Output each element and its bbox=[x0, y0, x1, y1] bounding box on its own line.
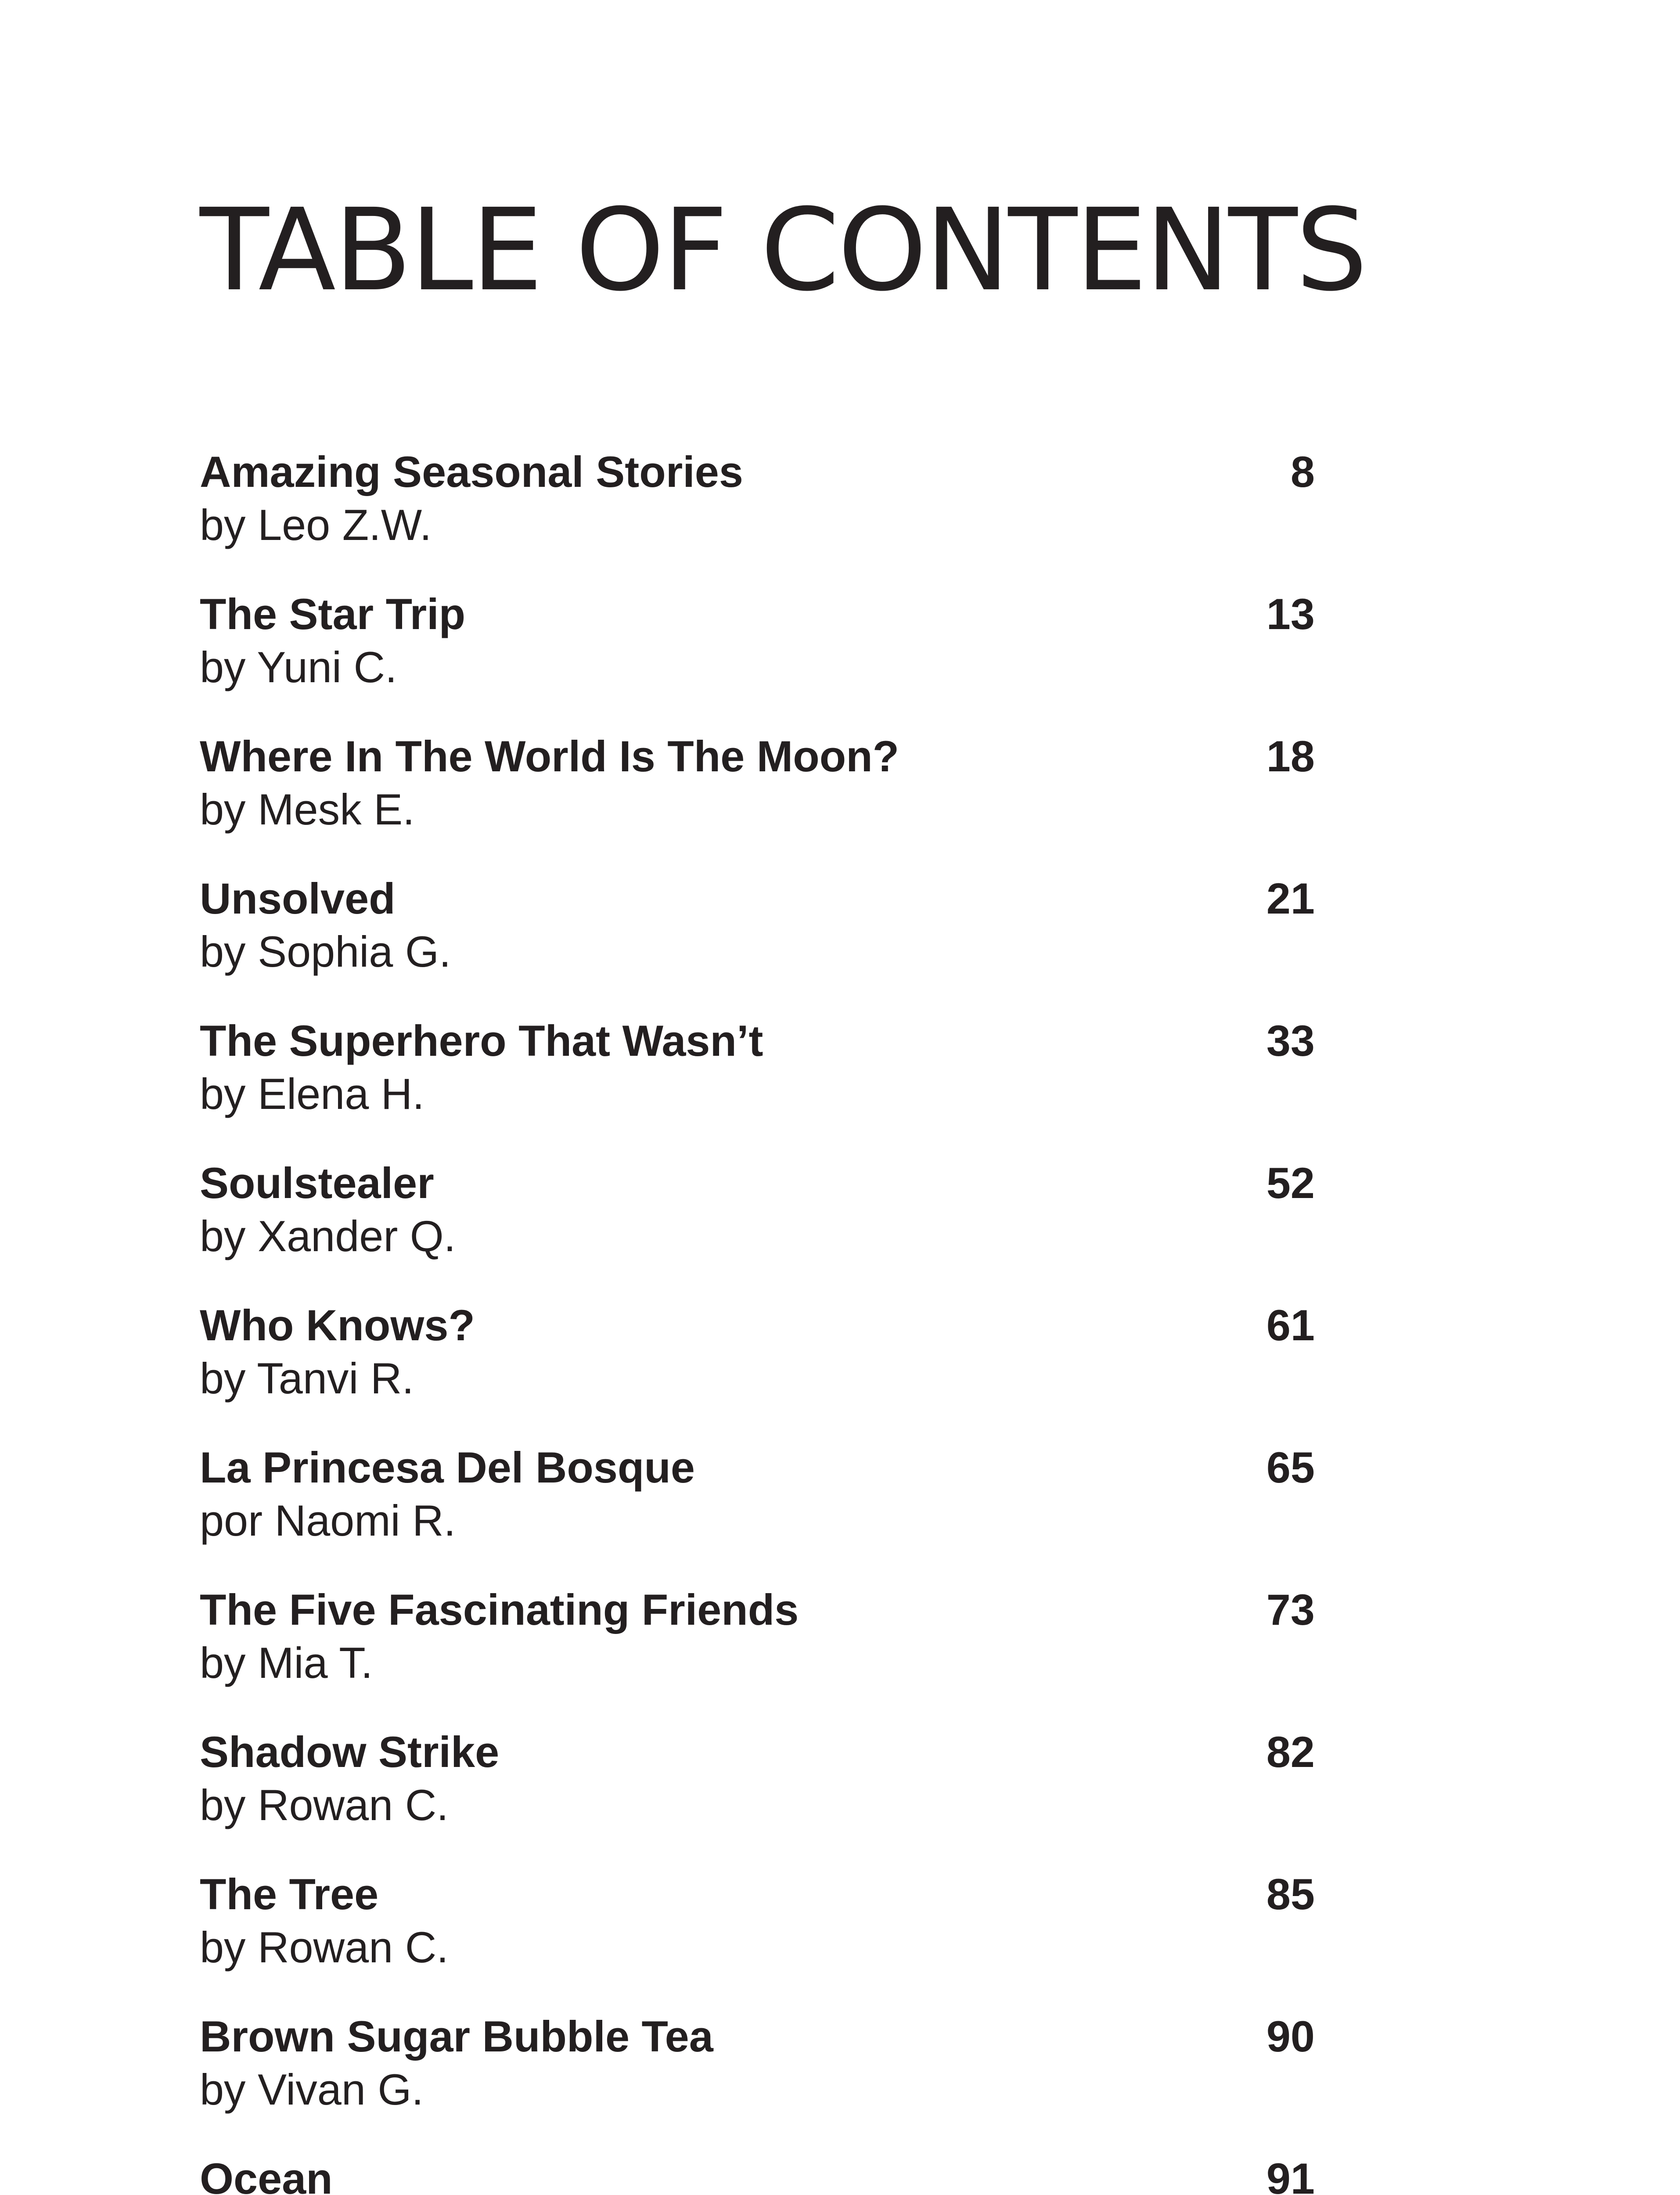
story-author: by Mia T. bbox=[200, 1638, 373, 1687]
page-title: TABLE OF CONTENTS bbox=[200, 184, 1366, 316]
story-author: by Rowan C. bbox=[200, 1781, 449, 1829]
story-title: Soulstealer bbox=[200, 1159, 434, 1207]
toc-entry[interactable] bbox=[200, 444, 1315, 587]
story-page-number: 18 bbox=[1266, 732, 1315, 781]
story-page-number: 90 bbox=[1266, 2012, 1315, 2061]
story-author: by Xander Q. bbox=[200, 1212, 456, 1260]
story-title: Unsolved bbox=[200, 874, 396, 923]
toc-entry[interactable] bbox=[200, 1867, 1315, 2009]
toc-entry[interactable] bbox=[200, 1440, 1315, 1582]
story-title: La Princesa Del Bosque bbox=[200, 1443, 695, 1492]
story-title: Shadow Strike bbox=[200, 1727, 500, 1776]
toc-entry[interactable] bbox=[200, 1013, 1315, 1155]
story-author: by Rowan C. bbox=[200, 1923, 449, 1972]
story-title: Amazing Seasonal Stories bbox=[200, 447, 743, 496]
story-author: by Mesk E. bbox=[200, 785, 415, 834]
story-title: The Star Trip bbox=[200, 590, 466, 638]
story-title: The Tree bbox=[200, 1870, 379, 1918]
toc-entry[interactable] bbox=[200, 1582, 1315, 1724]
story-author: by Sophia G. bbox=[200, 927, 451, 976]
story-title: Who Knows? bbox=[200, 1301, 475, 1349]
story-title: Brown Sugar Bubble Tea bbox=[200, 2012, 713, 2061]
story-page-number: 52 bbox=[1266, 1159, 1315, 1207]
story-title: The Five Fascinating Friends bbox=[200, 1585, 799, 1634]
story-page-number: 82 bbox=[1266, 1727, 1315, 1776]
story-page-number: 13 bbox=[1266, 590, 1315, 638]
story-title: Where In The World Is The Moon? bbox=[200, 732, 899, 781]
toc-entry[interactable] bbox=[200, 871, 1315, 1013]
story-page-number: 61 bbox=[1266, 1301, 1315, 1349]
story-page-number: 65 bbox=[1266, 1443, 1315, 1492]
toc-entry[interactable] bbox=[200, 1298, 1315, 1440]
story-page-number: 33 bbox=[1266, 1016, 1315, 1065]
story-author: by Elena H. bbox=[200, 1069, 424, 1118]
story-page-number: 21 bbox=[1266, 874, 1315, 923]
toc-entry[interactable] bbox=[200, 2009, 1315, 2151]
story-page-number: 73 bbox=[1266, 1585, 1315, 1634]
story-author: by Yuni C. bbox=[200, 643, 397, 691]
story-page-number: 91 bbox=[1266, 2154, 1315, 2195]
toc-entry[interactable] bbox=[200, 1155, 1315, 1298]
story-page-number: 8 bbox=[1290, 447, 1315, 496]
story-title: The Superhero That Wasn’t bbox=[200, 1016, 763, 1065]
story-title: Ocean bbox=[200, 2154, 333, 2195]
story-author: by Leo Z.W. bbox=[200, 500, 432, 549]
story-author: por Naomi R. bbox=[200, 1496, 456, 1545]
toc-entry[interactable] bbox=[200, 587, 1315, 729]
toc-entry[interactable] bbox=[200, 2151, 1315, 2195]
story-page-number: 85 bbox=[1266, 1870, 1315, 1918]
story-author: by Vivan G. bbox=[200, 2065, 424, 2114]
story-author: by Tanvi R. bbox=[200, 1354, 414, 1403]
table-of-contents-list bbox=[200, 444, 1315, 2195]
toc-entry[interactable] bbox=[200, 1724, 1315, 1867]
toc-entry[interactable] bbox=[200, 729, 1315, 871]
